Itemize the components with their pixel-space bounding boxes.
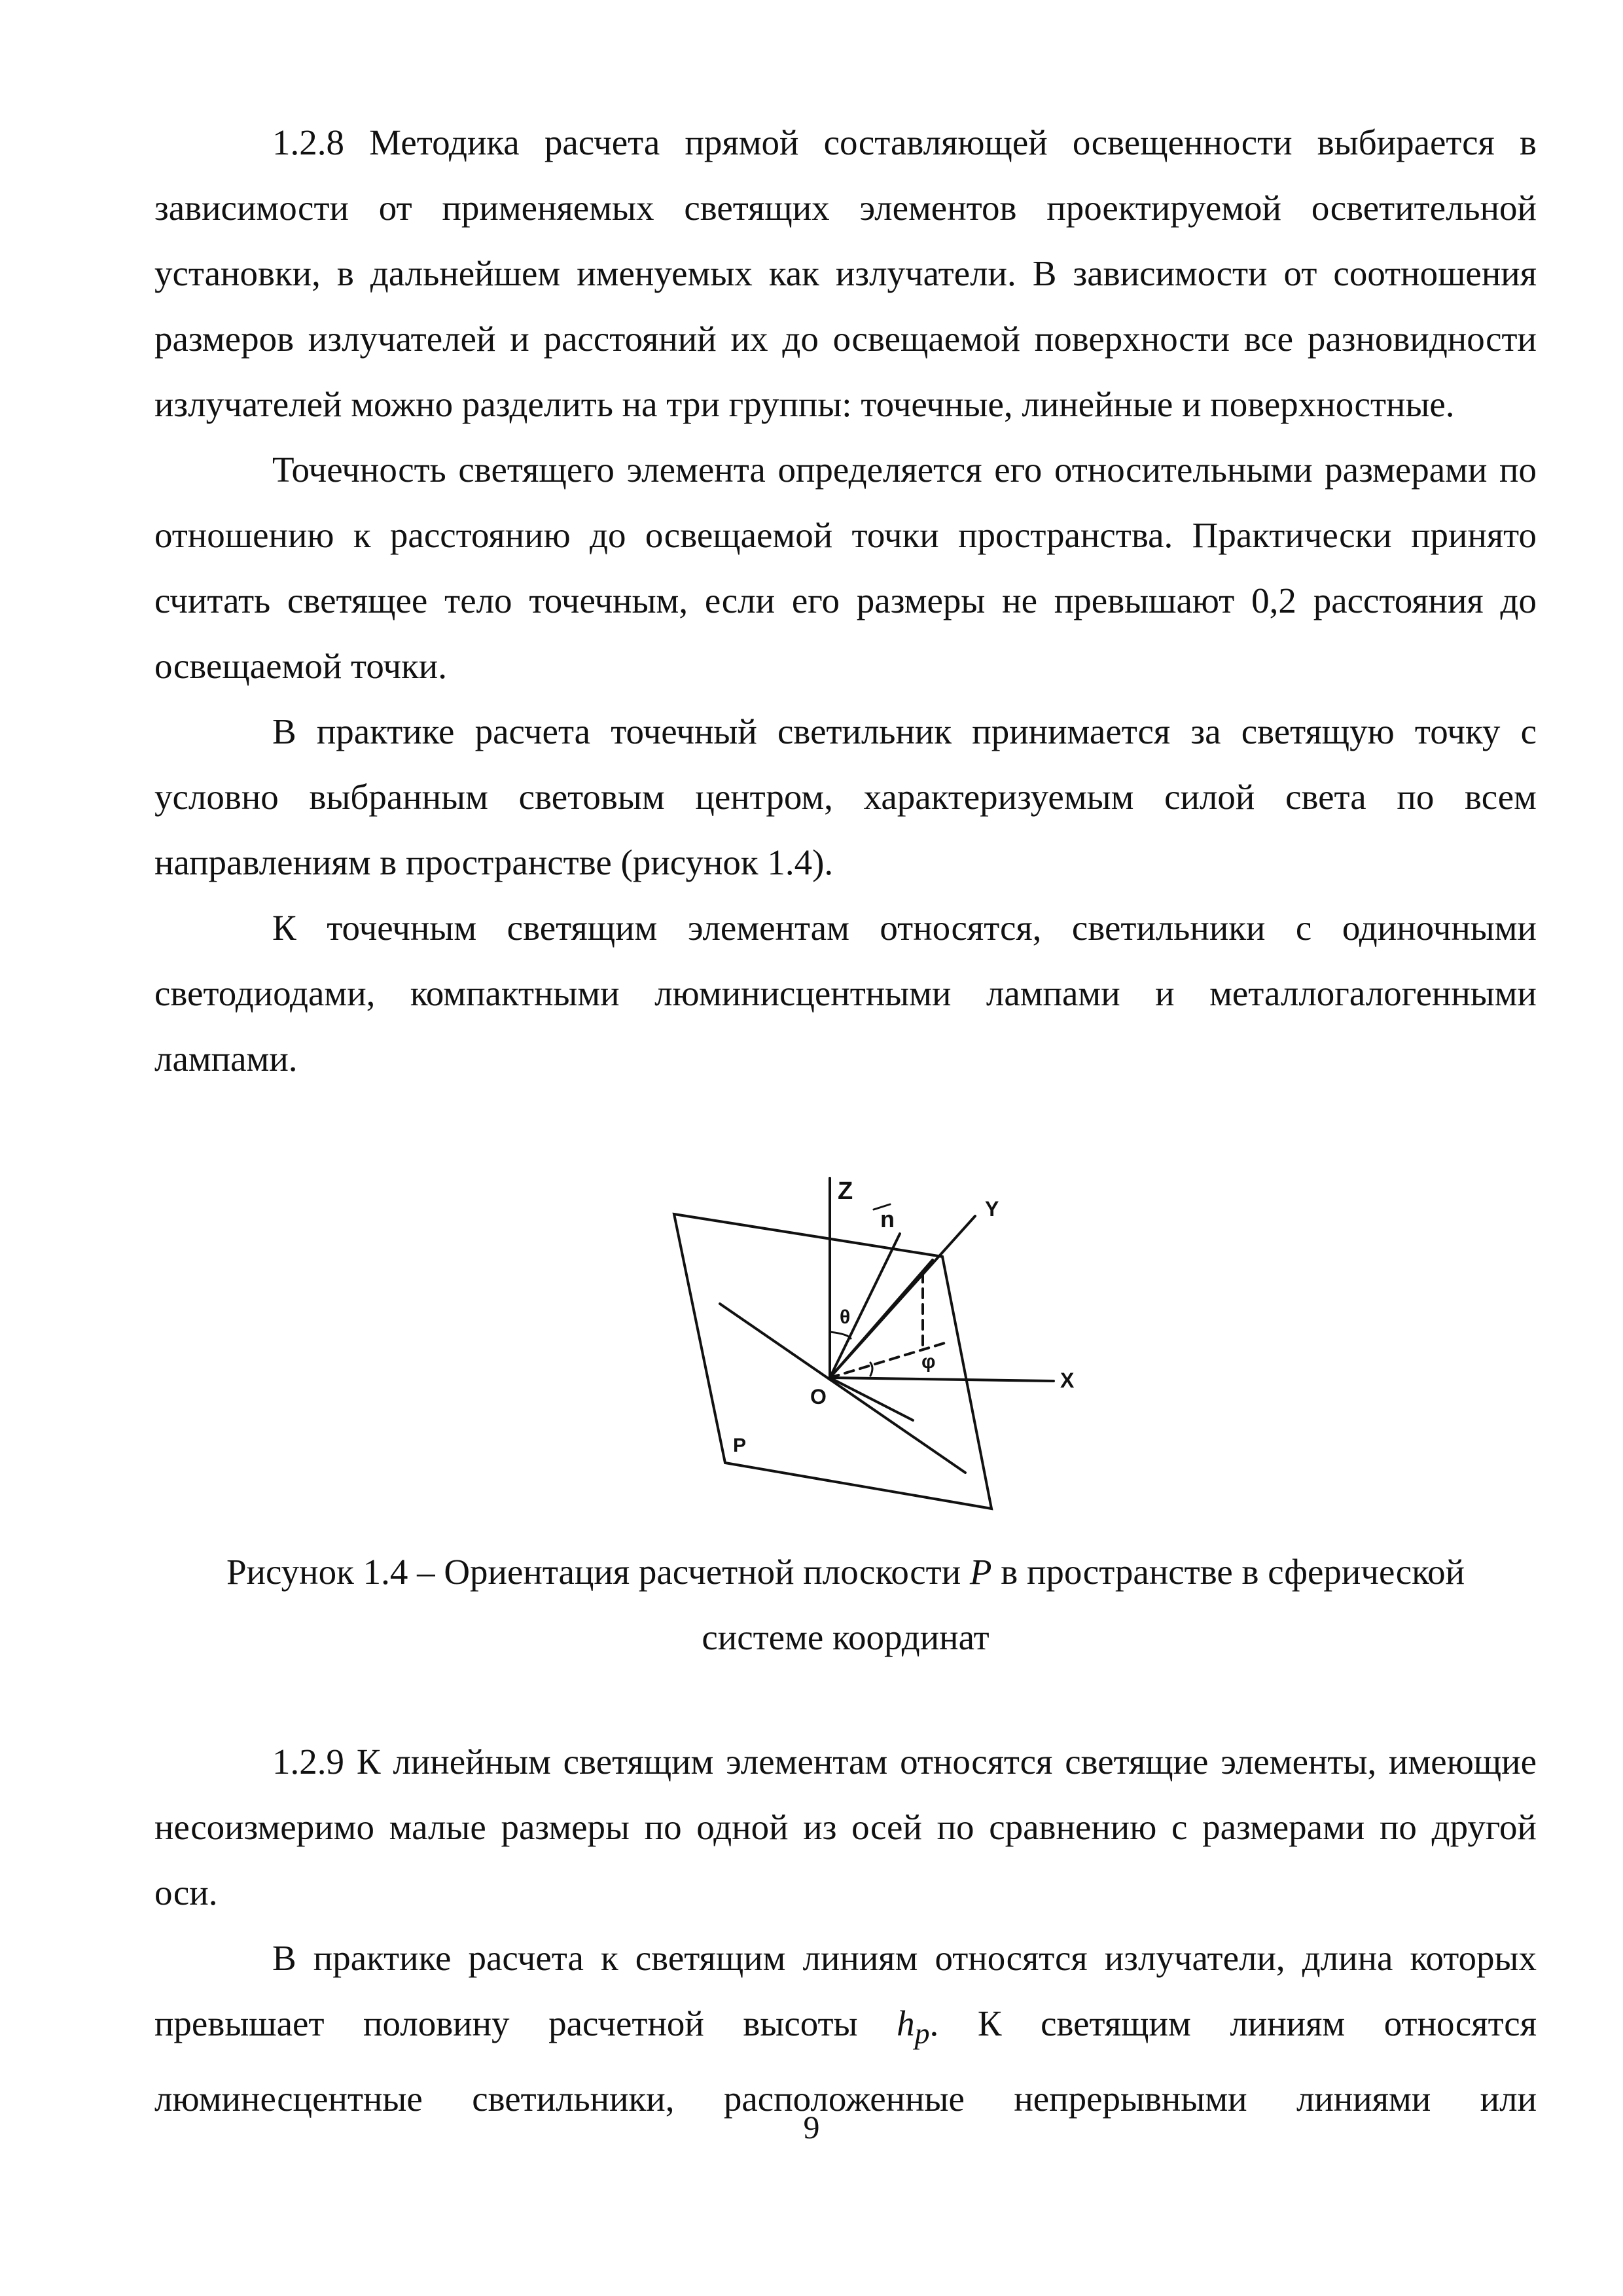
label-z: Z	[838, 1177, 853, 1205]
paragraph-linear-practice	[154, 1926, 1537, 2132]
var-h-sub-text: p	[914, 2017, 930, 2050]
caption-line2: системе координат	[702, 1617, 990, 1657]
var-h: h	[897, 2003, 915, 2043]
figure-diagram	[654, 1152, 1113, 1532]
figure-caption	[154, 1539, 1537, 1670]
paragraph-1-2-9: 1.2.9 К линейным светящим элементам относятся светящие элементы, имеющие несоизмеримо малые размеры по одной из осей по сравнению с размерами по другой оси.	[154, 1742, 1537, 1912]
theta-arc	[830, 1332, 851, 1338]
label-phi: φ	[921, 1351, 936, 1372]
page-number: 9	[803, 2109, 820, 2145]
label-x: X	[1060, 1369, 1075, 1392]
paragraph-point-definition: Точечность светящего элемента определяется его относительными размерами по отношению к расстоянию до освещаемой точки пространства. Практически принято считать светящее тело точечным, если его размеры не превышают 0,2 расстояния до освещаемой точки.	[154, 450, 1537, 686]
label-origin: O	[810, 1385, 827, 1408]
text-block-top	[154, 110, 1537, 1092]
plane-outline	[674, 1214, 991, 1509]
linear-text-before: В практике расчета к светящим линиям относятся излучатели, длина которых превышает половину расчетной высоты	[154, 1938, 1537, 2043]
paragraph-point-elements: К точечным светящим элементам относятся, светильники с одиночными светодиодами, компактными люминисцентными лампами и металлогалогенными лампами.	[154, 908, 1537, 1079]
text-block-bottom	[154, 1729, 1537, 2132]
var-h-sub	[915, 2017, 930, 2050]
caption-var: P	[969, 1552, 992, 1592]
caption-part1: Рисунок 1.4 – Ориентация расчетной плоскости	[226, 1552, 970, 1592]
plane-line-2	[830, 1378, 913, 1420]
paragraph-1-2-8: 1.2.8 Методика расчета прямой составляющей освещенности выбирается в зависимости от применяемых светящих элементов проектируемой осветительной установки, в дальнейшем именуемых как излучатели. В зависимости от соотношения размеров излучателей и расстояний их до освещаемой поверхности все разновидности излучателей можно разделить на три группы: точечные, линейные и поверхностные.	[154, 122, 1537, 424]
normal-vector	[830, 1234, 900, 1378]
label-plane: P	[733, 1435, 747, 1456]
label-n: n	[880, 1206, 895, 1232]
x-axis	[830, 1378, 1054, 1381]
plane-line-1	[720, 1304, 965, 1473]
phi-arc	[870, 1363, 872, 1376]
figure-1-4	[654, 1152, 1113, 1532]
caption-part2: в пространстве в сферической	[991, 1552, 1465, 1592]
paragraph-point-practice: В практике расчета точечный светильник принимается за светящую точку с условно выбранным световым центром, характеризуемым силой света по всем направлениям в пространстве (рисунок 1.4).	[154, 711, 1537, 882]
label-y: Y	[985, 1197, 999, 1221]
linear-text-after: . К светящим линиям относятся люминесцентные светильники, расположенные непрерывными линиями или	[154, 2003, 1537, 2119]
label-theta: θ	[840, 1306, 851, 1328]
